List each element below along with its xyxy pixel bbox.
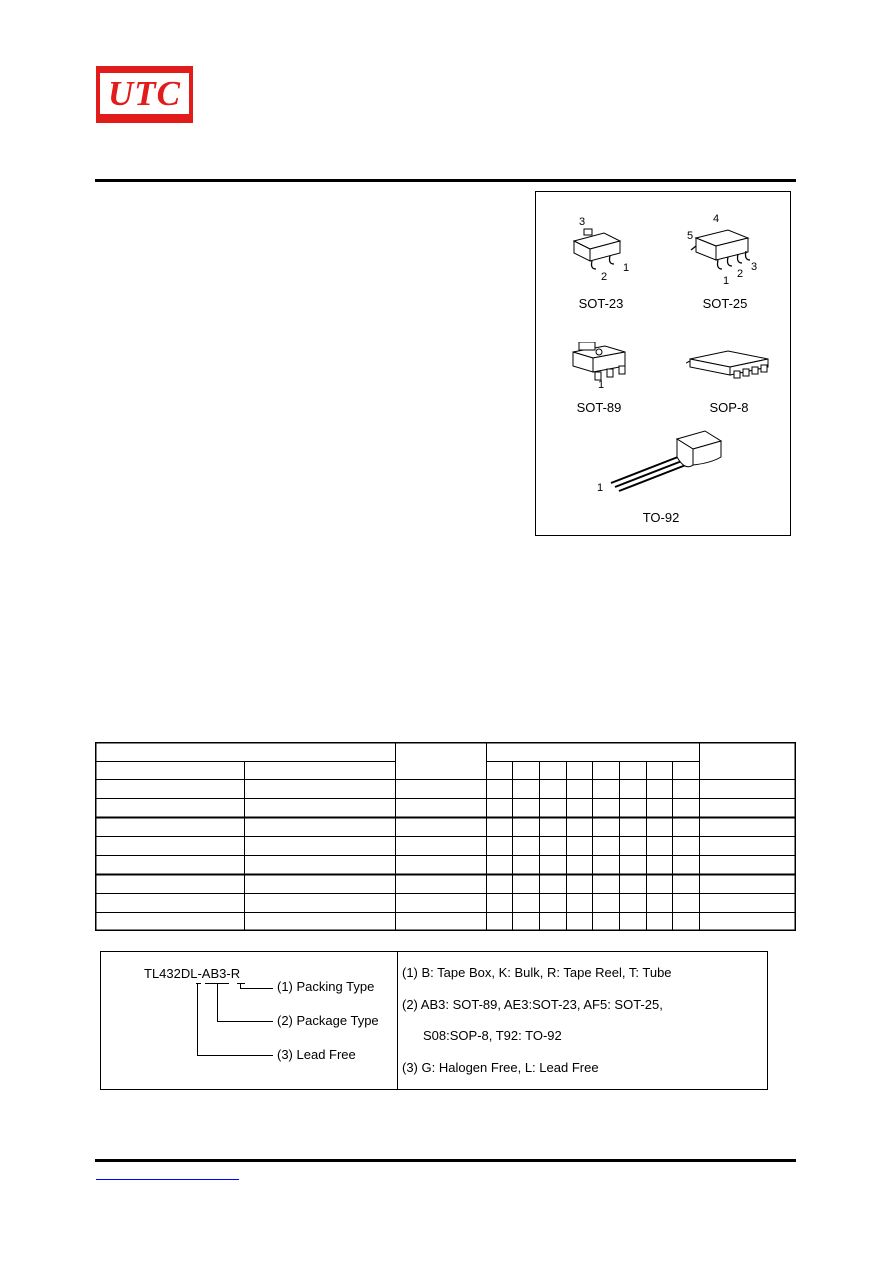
package-leader-h [217,1021,273,1022]
lead-leader-h [197,1055,273,1056]
ordering-information-table [95,742,796,931]
logo-text: UTC [108,74,181,113]
callout-packing-type: (1) Packing Type [277,979,375,994]
sot23-pin-2: 2 [601,271,608,283]
part-number-explanation-box [100,951,768,1090]
logo-inner [100,73,189,114]
sop8-drawing [686,347,776,387]
sot23-pin-1: 1 [623,262,630,274]
sot89-label: SOT-89 [576,400,622,415]
sot23-label: SOT-23 [578,296,624,311]
box-divider [397,952,398,1089]
callout-lead-free: (3) Lead Free [277,1047,356,1062]
footer-rule [95,1159,796,1162]
sot25-pin-2: 2 [737,268,744,280]
lead-leader-v [197,983,198,1055]
to92-label: TO-92 [642,510,680,525]
sot25-pin-3: 3 [751,261,758,273]
package-outlines-box [535,191,791,536]
sop8-label: SOP-8 [709,400,749,415]
packing-leader-h [240,988,273,989]
note-packing: (1) B: Tape Box, K: Bulk, R: Tape Reel, T: Tube [402,965,672,980]
packing-underline [237,983,245,984]
header-rule [95,179,796,182]
callout-package-type: (2) Package Type [277,1013,379,1028]
to92-pin-1: 1 [597,482,604,494]
note-package-1: (2) AB3: SOT-89, AE3:SOT-23, AF5: SOT-25, [402,997,663,1012]
note-package-2: S08:SOP-8, T92: TO-92 [423,1028,562,1043]
sot25-pin-1: 1 [723,275,730,287]
sot89-pin-1: 1 [598,379,605,391]
ordering-table-grid [95,742,796,931]
website-link[interactable] [96,1166,239,1180]
note-lead-free: (3) G: Halogen Free, L: Lead Free [402,1060,599,1075]
website-link-underline [96,1179,239,1180]
sot25-pin-5: 5 [687,230,694,242]
sot23-pin-3: 3 [579,216,586,228]
package-leader-v [217,983,218,1021]
part-number: TL432DL-AB3-R [144,966,241,981]
to92-drawing [601,427,731,497]
utc-logo [96,66,193,123]
sot25-pin-4: 4 [713,213,720,225]
sot25-label: SOT-25 [702,296,748,311]
